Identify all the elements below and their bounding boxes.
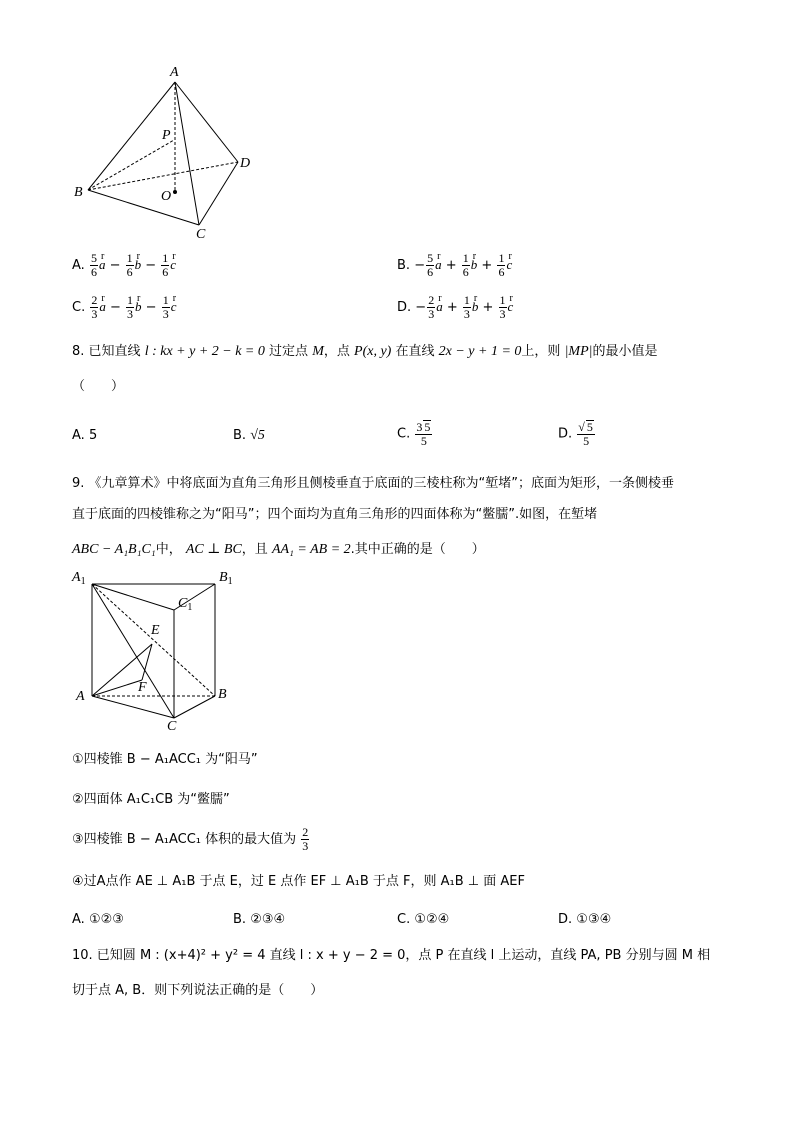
label-o: O	[161, 189, 172, 204]
q7-option-b-expr: − $\frac{5}{6}$ r a + $\frac{1}{6}$ r b + $\frac{1}{6}$ r c	[414, 258, 512, 273]
q7-option-d-expr: − $\frac{2}{3}$ r a + $\frac{1}{3}$ r b + $\frac{1}{3}$ r c	[415, 300, 513, 315]
q9-line2: 直于底面的四棱锥称之为“阳马”；四个面均为直角三角形的四面体称为“鳖臑”.如图，在堑堵	[72, 507, 598, 522]
edge-ad	[175, 82, 238, 162]
edge-bc	[88, 190, 199, 225]
q10-line2: 切于点 A, B．则下列说法正确的是（ ）	[72, 983, 324, 998]
q7-option-a-expr: $\frac{5}{6}$ r a − $\frac{1}{6}$ r b − $\frac{1}{6}$ r c	[89, 258, 176, 273]
label-e: E	[151, 623, 160, 638]
tetrahedron-figure	[70, 62, 270, 247]
q8-stem: 8. 已知直线 l : kx + y + 2 − k = 0 过定点 M，点 P(x, y) 在直线 2x − y + 1 = 0上，则 |MP|的最小值是	[72, 344, 658, 359]
prism-figure	[70, 572, 240, 737]
edge-bd-dashed	[88, 162, 238, 190]
q9-option-a[interactable]: A. ①②③	[72, 912, 124, 927]
edge-a1b-dashed	[92, 584, 215, 696]
q8-paren: （ ）	[72, 379, 125, 394]
q8-option-c-frac: $\frac{3 5}{5}$	[416, 420, 431, 448]
edge-ac	[92, 696, 174, 718]
label-f: F	[138, 680, 147, 695]
edge-af	[92, 680, 142, 696]
label-d: D	[240, 156, 251, 171]
edge-bc	[174, 696, 215, 718]
label-p: P	[162, 128, 171, 143]
q8-option-d[interactable]: D. $\frac{√ 5}{5}$	[558, 420, 593, 448]
q9-option-b[interactable]: B. ②③④	[233, 912, 286, 927]
edge-a1c	[92, 584, 174, 718]
q10-line1: 10. 已知圆 M : (x+4)² + y² = 4 直线 l : x + y − 2 = 0，点 P 在直线 l 上运动，直线 PA, PB 分别与圆 M 相	[72, 948, 711, 963]
q9-option-c[interactable]: C. ①②④	[397, 912, 450, 927]
q7-option-b[interactable]: B. − $\frac{5}{6}$ r a + $\frac{1}{6}$ r b + $\frac{1}{6}$ r c	[397, 252, 512, 279]
edge-bp-dashed	[88, 140, 174, 190]
q9-statement-4: ④过A点作 AE ⊥ A₁B 于点 E，过 E 点作 EF ⊥ A₁B 于点 F，则 A₁B ⊥ 面 AEF	[72, 874, 525, 889]
label-a1: $A_1$	[72, 570, 86, 587]
label-c: C	[167, 719, 177, 734]
edge-ac	[175, 82, 199, 225]
q8-option-b[interactable]: B. √5	[233, 428, 265, 443]
q9-statement-1: ①四棱锥 B − A₁ACC₁ 为“阳马”	[72, 752, 258, 767]
q9-line1: 9. 《九章算术》中将底面为直角三角形且侧棱垂直于底面的三棱柱称为“堑堵”；底面为矩形，一条侧棱垂	[72, 476, 675, 491]
label-a: A	[170, 65, 179, 80]
edge-a1c1	[92, 584, 174, 610]
q9-statement-3: ③四棱锥 B − A₁ACC₁ 体积的最大值为 $\frac{2}{3}$	[72, 825, 309, 853]
q9-option-d[interactable]: D. ①③④	[558, 912, 612, 927]
q7-option-c-expr: $\frac{2}{3}$ r a − $\frac{1}{3}$ r b − $\frac{1}{3}$ r c	[89, 300, 176, 315]
label-b: B	[218, 687, 227, 702]
q7-option-a[interactable]: A. $\frac{5}{6}$ r a − $\frac{1}{6}$ r b − $\frac{1}{6}$ r c	[72, 252, 176, 279]
label-c1: $C_1$	[178, 596, 193, 613]
q8-option-a[interactable]: A. 5	[72, 428, 98, 443]
q9-statement-2: ②四面体 A₁C₁CB 为“鳖臑”	[72, 792, 230, 807]
q8-option-c[interactable]: C. $\frac{3 5}{5}$	[397, 420, 431, 448]
q9-line3: ABC − A₁B₁C₁中， AC ⊥ BC，且 AA₁ = AB = 2.其中正确的是（ ）	[72, 542, 485, 557]
q7-option-d[interactable]: D. − $\frac{2}{3}$ r a + $\frac{1}{3}$ r b + $\frac{1}{3}$ r c	[397, 294, 513, 321]
label-b: B	[74, 185, 83, 200]
label-a: A	[76, 689, 85, 704]
label-b1: $B_1$	[219, 570, 233, 587]
q7-option-c[interactable]: C. $\frac{2}{3}$ r a − $\frac{1}{3}$ r b − $\frac{1}{3}$ r c	[72, 294, 176, 321]
q8-option-d-frac: $\frac{√ 5}{5}$	[578, 420, 593, 448]
edge-dc	[199, 162, 238, 225]
label-c: C	[196, 227, 206, 242]
point-o	[173, 190, 177, 194]
